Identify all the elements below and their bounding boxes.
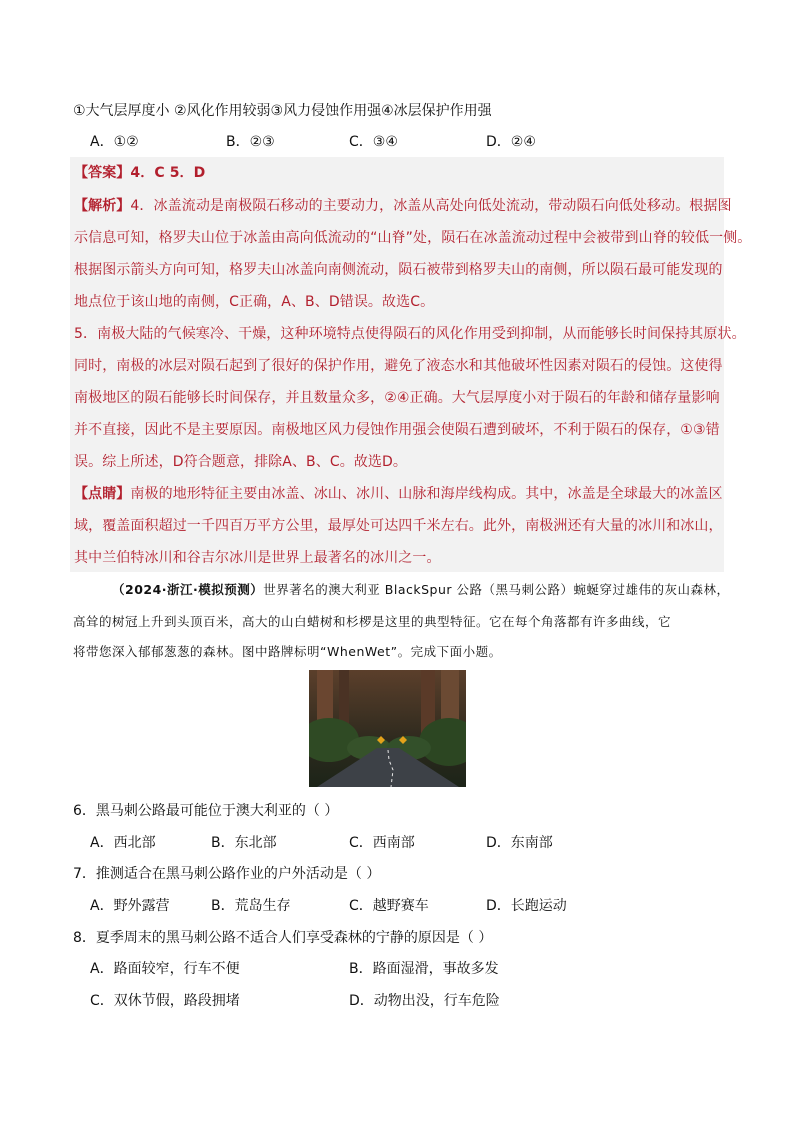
scenario-line-3: 将带您深入郁郁葱葱的森林。图中路牌标明“WhenWet”。完成下面小题。 xyxy=(73,644,502,659)
question-6-stem: 6．黑马刺公路最可能位于澳大利亚的（ ） xyxy=(73,803,339,819)
comment-row-3: 其中兰伯特冰川和谷吉尔冰川是世界上最著名的冰川之一。 xyxy=(74,550,441,566)
q6-option-a: A．西北部 xyxy=(90,835,156,851)
analysis-row-9: 误。综上所述，D符合题意，排除A、B、C。故选D。 xyxy=(74,454,408,470)
scenario-text: 世界著名的澳大利亚 BlackSpur 公路（黑马刺公路）蜿蜒穿过雄伟的灰山森林， xyxy=(263,582,730,597)
answer-text: 4．C 5．D xyxy=(130,165,206,181)
q7-option-a: A．野外露营 xyxy=(90,898,170,914)
comment-line: 南极的地形特征主要由冰盖、冰山、冰川、山脉和海岸线构成。其中，冰盖是全球最大的冰盖区 xyxy=(130,486,723,502)
q8-option-a: A．路面较窄，行车不便 xyxy=(90,961,240,977)
q6-option-d: D．东南部 xyxy=(486,835,553,851)
q8-option-d: D．动物出没，行车危险 xyxy=(349,993,500,1009)
q7-option-d: D．长跑运动 xyxy=(486,898,567,914)
question-6-options xyxy=(90,833,734,853)
q6-option-c: C．西南部 xyxy=(349,835,415,851)
comment-row-2: 域，覆盖面积超过一千四百万平方公里，最厚处可达四千米左右。此外，南极洲还有大量的冰川和冰山， xyxy=(74,518,723,534)
analysis-row-6: 同时，南极的冰层对陨石起到了很好的保护作用，避免了液态水和其他破坏性因素对陨石的侵蚀。这使得 xyxy=(74,358,723,374)
answer-tag: 【答案】 xyxy=(74,165,131,181)
comment-tag: 【点睛】 xyxy=(74,486,131,502)
question-7-options xyxy=(90,896,734,916)
q7-option-b: B．荒岛生存 xyxy=(211,898,291,914)
q45-options xyxy=(90,132,734,152)
analysis-row-3: 根据图示箭头方向可知，格罗夫山冰盖向南侧流动，陨石被带到格罗夫山的南侧，所以陨石最可能发现的 xyxy=(74,262,723,278)
analysis-row-7: 南极地区的陨石能够长时间保存，并且数量众多，②④正确。大气层厚度小对于陨石的年龄和储存量影响 xyxy=(74,390,720,406)
analysis-line: 4．冰盖流动是南极陨石移动的主要动力，冰盖从高处向低处流动，带动陨石向低处移动。根据图 xyxy=(130,198,732,214)
comment-row-1 xyxy=(74,484,724,504)
question-8-options-row-1 xyxy=(90,959,734,979)
analysis-row-1 xyxy=(74,196,732,216)
answer-row xyxy=(74,163,724,183)
q8-option-b: B．路面湿滑，事故多发 xyxy=(349,961,499,977)
scenario-line-1 xyxy=(112,580,730,600)
question-7-stem: 7．推测适合在黑马刺公路作业的户外活动是（ ） xyxy=(73,866,381,882)
analysis-row-8: 并不直接，因此不是主要原因。南极地区风力侵蚀作用强会使陨石遭到破坏，不利于陨石的保存，①③错 xyxy=(74,422,720,438)
q45-option-d: D．②④ xyxy=(486,134,536,150)
q7-option-c: C．越野赛车 xyxy=(349,898,429,914)
analysis-row-5: 5．南极大陆的气候寒冷、干燥，这种环境特点使得陨石的风化作用受到抑制，从而能够长时间保持其原状。 xyxy=(74,326,746,342)
answer-analysis-block xyxy=(70,157,752,572)
q6-option-b: B．东北部 xyxy=(211,835,277,851)
scenario-line-2: 高耸的树冠上升到头顶百米，高大的山白蜡树和杉椤是这里的典型特征。它在每个角落都有许多曲线，它 xyxy=(73,614,672,629)
q45-option-a: A．①② xyxy=(90,134,139,150)
q8-option-c: C．双休节假，路段拥堵 xyxy=(90,993,240,1009)
analysis-row-4: 地点位于该山地的南侧，C正确，A、B、D错误。故选C。 xyxy=(74,294,435,310)
q45-stem: ①大气层厚度小 ②风化作用较弱③风力侵蚀作用强④冰层保护作用强 xyxy=(73,103,492,119)
question-8-options-row-2 xyxy=(90,991,734,1011)
q45-option-c: C．③④ xyxy=(349,134,398,150)
scenario-source: （2024·浙江·模拟预测） xyxy=(112,582,264,597)
question-8-stem: 8．夏季周末的黑马刺公路不适合人们享受森林的宁静的原因是（ ） xyxy=(73,930,493,946)
analysis-tag: 【解析】 xyxy=(74,198,131,214)
analysis-row-2: 示信息可知，格罗夫山位于冰盖由高向低流动的“山脊”处，陨石在冰盖流动过程中会被带到山脊的较低一侧。 xyxy=(74,230,752,246)
forest-road-photo xyxy=(309,670,466,787)
q45-option-b: B．②③ xyxy=(226,134,275,150)
